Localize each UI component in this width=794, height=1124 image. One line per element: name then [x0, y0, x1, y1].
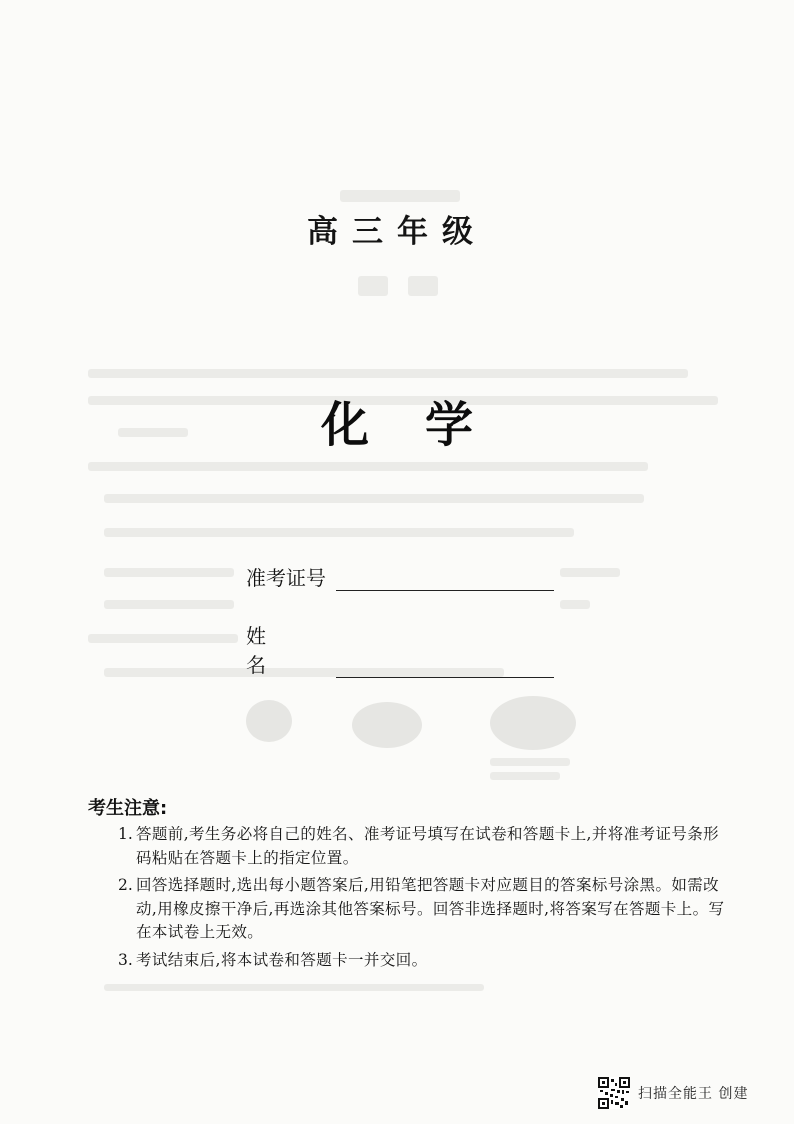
notice-number: 1. — [118, 825, 133, 843]
name-label: 姓名 — [246, 624, 294, 677]
watermark-text: 扫描全能王 创建 — [638, 1086, 749, 1102]
notice-list — [118, 823, 728, 976]
exam-number-label: 准考证号 — [246, 566, 326, 590]
grade-title: 高三年级 — [307, 214, 487, 250]
scanner-watermark — [598, 1077, 748, 1109]
notice-item — [118, 823, 728, 870]
notice-number: 2. — [118, 876, 133, 894]
exam-number-blank — [336, 570, 554, 591]
notice-heading: 考生注意: — [88, 798, 168, 819]
qr-code-icon — [598, 1077, 630, 1109]
notice-item — [118, 874, 728, 945]
name-field — [246, 620, 554, 678]
name-blank — [336, 657, 554, 678]
notice-text: 答题前,考生务必将自己的姓名、准考证号填写在试卷和答题卡上,并将准考证号条形码粘贴在答题卡上的指定位置。 — [136, 825, 720, 867]
notice-text: 考试结束后,将本试卷和答题卡一并交回。 — [136, 950, 428, 969]
subject-title: 化学 — [320, 397, 529, 453]
notice-item — [118, 949, 728, 973]
notice-number: 3. — [118, 950, 133, 969]
notice-text: 回答选择题时,选出每小题答案后,用铅笔把答题卡对应题目的答案标号涂黑。如需改动,用橡皮擦干净后,再选涂其他答案标号。回答非选择题时,将答案写在答题卡上。写在本试卷上无效。 — [136, 876, 725, 941]
exam-number-field — [246, 562, 554, 591]
